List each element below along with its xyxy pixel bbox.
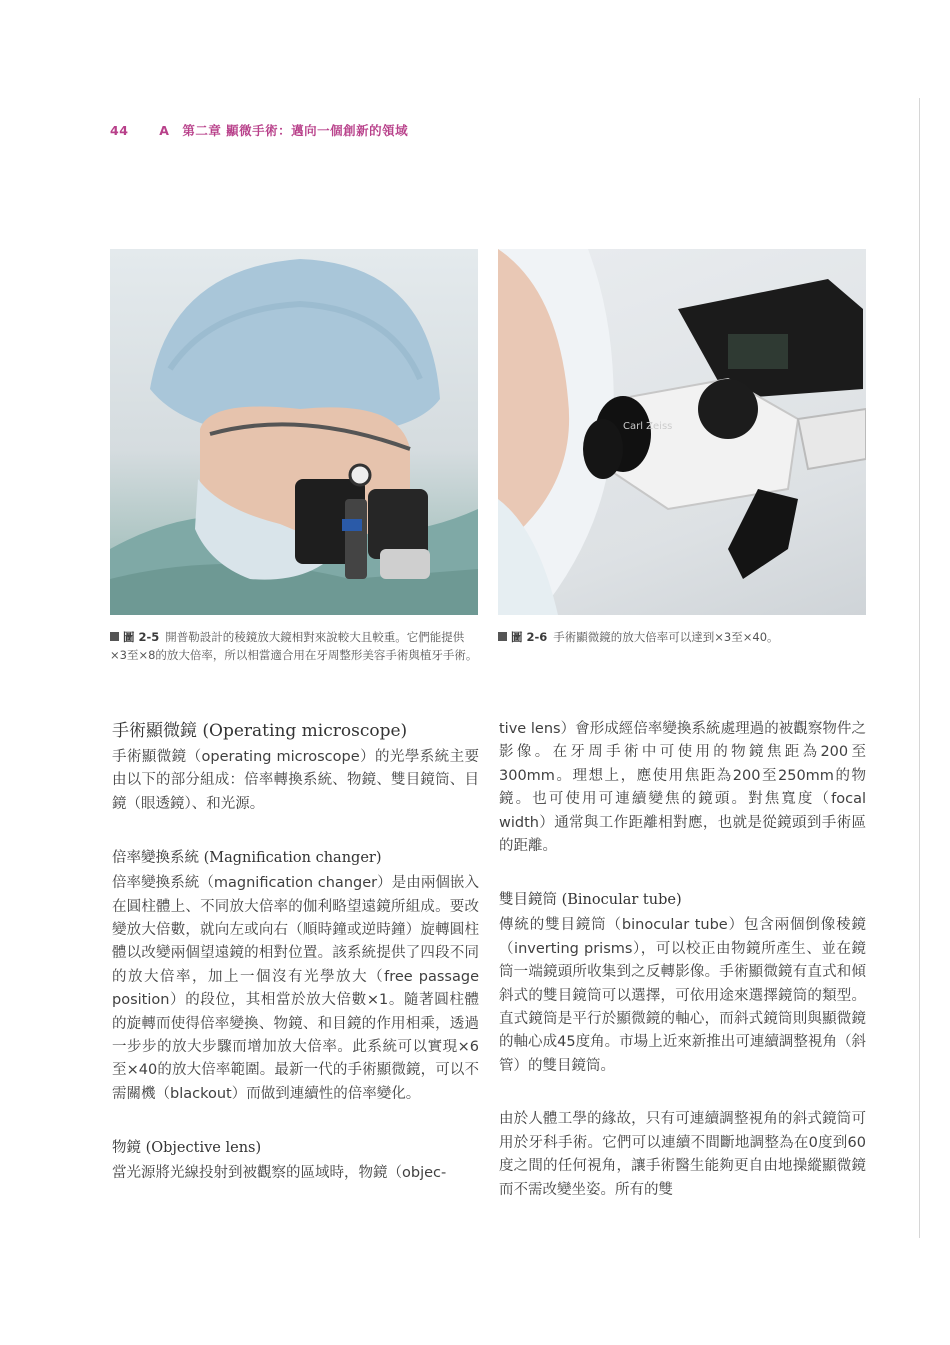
- figure-2-5-caption: [110, 628, 480, 664]
- paragraph-binocular: 傳統的雙目鏡筒（binocular tube）包含兩個倒像稜鏡（inverting prisms），可以校正由物鏡所產生、並在鏡筒一端鏡頭所收集到之反轉影像。手術顯微鏡有直式和傾斜式的雙目鏡筒可以選擇，可依用途來選擇鏡筒的類型。直式鏡筒是平行於顯微鏡的軸心，而斜式鏡筒則與顯微鏡的軸心成45度角。市場上近來新推出可連續調整視角（斜管）的雙目鏡筒。: [499, 917, 866, 1074]
- section-letter: A: [159, 123, 170, 138]
- page-number: 44: [110, 123, 129, 138]
- page-edge-line: [919, 98, 920, 1238]
- running-header: [110, 121, 408, 139]
- fig-caption-text: 開普勒設計的稜鏡放大鏡相對來說較大且較重。它們能提供×3至×8的放大倍率，所以相當適合用在牙周整形美容手術與植牙手術。: [110, 630, 478, 662]
- fig-label: 2-6: [526, 630, 548, 644]
- figure-2-5-photo: [110, 249, 478, 615]
- heading-operating-microscope: 手術顯微鏡 (Operating microscope): [112, 721, 408, 741]
- heading-magnification-changer: 倍率變換系統 (Magnification changer): [112, 850, 382, 867]
- fig-caption-text: 手術顯微鏡的放大倍率可以達到×3至×40。: [553, 630, 779, 644]
- paragraph-magnification: 倍率變換系統（magnification changer）是由兩個嵌入在圓柱體上、不同放大倍率的伽利略望遠鏡所組成。要改變放大倍數，就向左或向右（順時鐘或逆時鐘）旋轉圓柱體以改變兩個望遠鏡的相對位置。該系統提供了四段不同的放大倍率，加上一個沒有光學放大（free passage position）的段位，其相當於放大倍數×1。隨著圓柱體的旋轉而使得倍率變換、物鏡、和目鏡的作用相乘，透過一步步的放大步驟而增加放大倍率。此系統可以實現×6至×40的放大倍率範圍。最新一代的手術顯微鏡，可以不需關機（blackout）而做到連續性的倍率變化。: [112, 875, 479, 1102]
- left-column: [112, 718, 479, 1186]
- chapter-title: 第二章 顯微手術：邁向一個創新的領域: [182, 123, 409, 138]
- paragraph-ergonomics: 由於人體工學的緣故，只有可連續調整視角的斜式鏡筒可用於牙科手術。它們可以連續不間斷地調整為在0度到60度之間的任何視角，讓手術醫生能夠更自由地操縱顯微鏡而不需改變坐姿。所有的雙: [499, 1111, 866, 1198]
- lens-brand-text: Carl Zeiss: [623, 421, 673, 432]
- paragraph-objective-continued: tive lens）會形成經倍率變換系統處理過的被觀察物件之影像。在牙周手術中可使用的物鏡焦距為200至300mm。理想上，應使用焦距為200至250mm的物鏡。也可使用可連續變焦的鏡頭。對焦寬度（focal width）通常與工作距離相對應，也就是從鏡頭到手術區的距離。: [499, 721, 866, 855]
- fig-prefix: 圖: [511, 630, 523, 644]
- fig-prefix: 圖: [123, 630, 135, 644]
- paragraph-intro: 手術顯微鏡（operating microscope）的光學系統主要由以下的部分組成：倍率轉換系統、物鏡、雙目鏡筒、目鏡（眼透鏡）、和光源。: [112, 749, 479, 812]
- fig-label: 2-5: [138, 630, 160, 644]
- right-column: [499, 718, 866, 1202]
- figure-2-6-caption: [498, 628, 868, 646]
- paragraph-objective: 當光源將光線投射到被觀察的區域時，物鏡（objec-: [112, 1165, 447, 1182]
- figure-marker-icon: [498, 632, 507, 641]
- figure-2-6-photo: [498, 249, 866, 615]
- heading-objective-lens: 物鏡 (Objective lens): [112, 1140, 262, 1157]
- heading-binocular-tube: 雙目鏡筒 (Binocular tube): [499, 892, 682, 909]
- figure-marker-icon: [110, 632, 119, 641]
